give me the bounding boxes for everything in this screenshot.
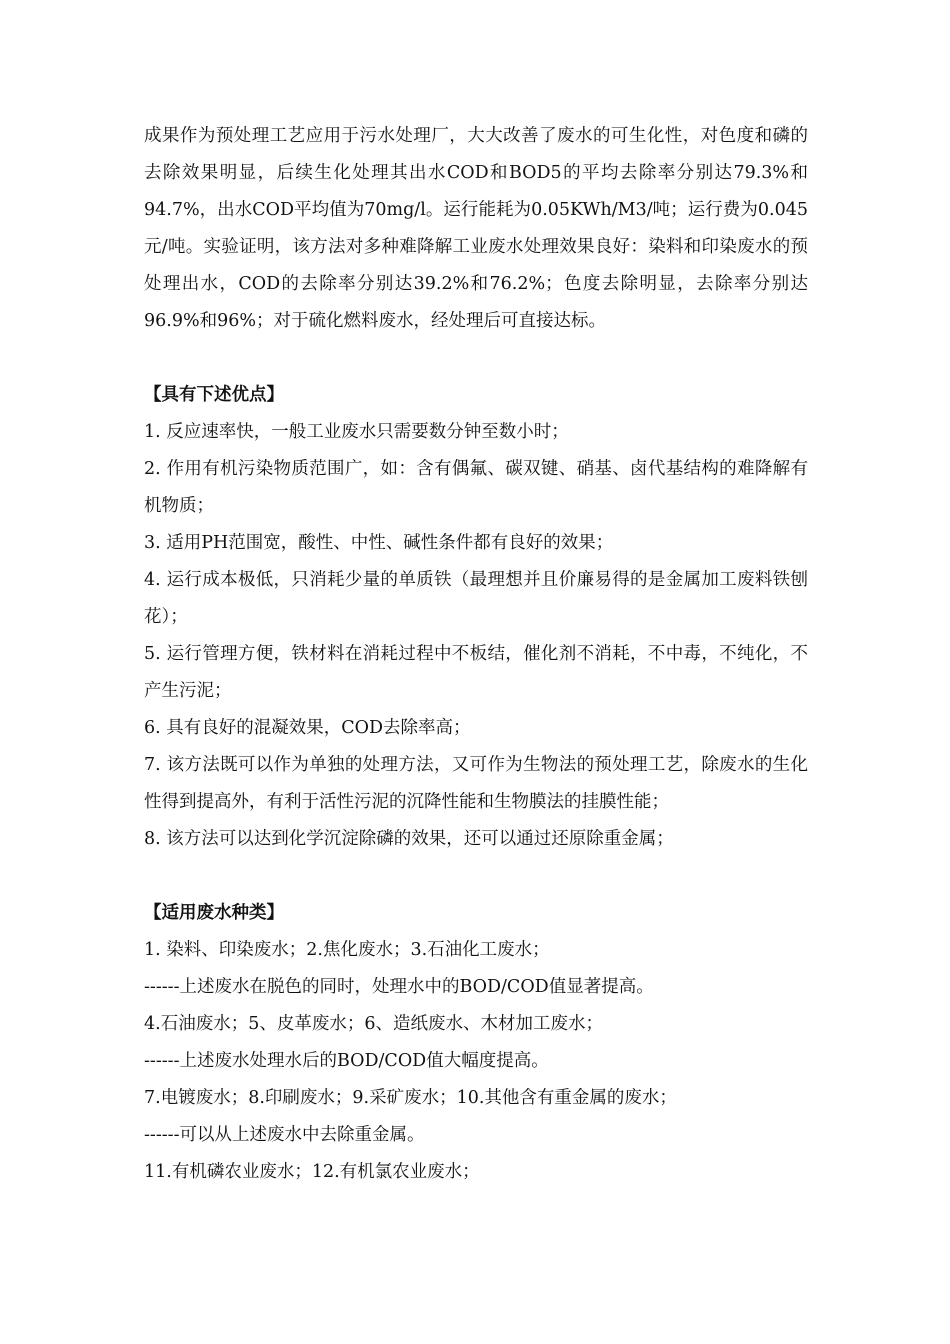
wastewater-type-line-2: 4.石油废水；5、皮革废水；6、造纸废水、木材加工废水； <box>144 1014 603 1034</box>
advantages-section <box>144 377 808 858</box>
advantage-item-4: 4. 运行成本极低，只消耗少量的单质铁（最理想并且价廉易得的是金属加工废料铁刨花）； <box>144 570 808 627</box>
wastewater-type-note-2: ------上述废水处理水后的BOD/COD值大幅度提高。 <box>144 1051 549 1071</box>
document-body <box>144 118 808 1191</box>
section-spacer <box>144 858 808 895</box>
wastewater-type-line-1: 1. 染料、印染废水；2.焦化废水；3.石油化工废水； <box>144 940 550 960</box>
wastewater-type-note-3: ------可以从上述废水中去除重金属。 <box>144 1125 425 1145</box>
advantage-item-2: 2. 作用有机污染物质范围广，如：含有偶氟、碳双键、硝基、卤代基结构的难降解有机物质； <box>144 459 808 516</box>
wastewater-types-heading: 【适用废水种类】 <box>144 903 284 923</box>
wastewater-type-line-4: 11.有机磷农业废水；12.有机氯农业废水； <box>144 1162 480 1182</box>
section-spacer <box>144 340 808 377</box>
wastewater-type-line-3: 7.电镀废水；8.印刷废水；9.采矿废水；10.其他含有重金属的废水； <box>144 1088 677 1108</box>
wastewater-type-note-1: ------上述废水在脱色的同时，处理水中的BOD/COD值显著提高。 <box>144 977 654 997</box>
advantage-item-8: 8. 该方法可以达到化学沉淀除磷的效果，还可以通过还原除重金属； <box>144 829 674 849</box>
advantage-item-3: 3. 适用PH范围宽，酸性、中性、碱性条件都有良好的效果； <box>144 533 614 553</box>
wastewater-types-section <box>144 895 808 1191</box>
advantages-heading: 【具有下述优点】 <box>144 385 284 405</box>
advantage-item-6: 6. 具有良好的混凝效果，COD去除率高； <box>144 718 471 738</box>
advantage-item-5: 5. 运行管理方便，铁材料在消耗过程中不板结，催化剂不消耗，不中毒，不纯化，不产生污泥； <box>144 644 808 701</box>
advantage-item-7: 7. 该方法既可以作为单独的处理方法，又可作为生物法的预处理工艺，除废水的生化性得到提高外，有利于活性污泥的沉降性能和生物膜法的挂膜性能； <box>144 755 808 812</box>
advantage-item-1: 1. 反应速率快，一般工业废水只需要数分钟至数小时； <box>144 422 569 442</box>
intro-paragraph: 成果作为预处理工艺应用于污水处理厂，大大改善了废水的可生化性，对色度和磷的去除效果明显，后续生化处理其出水COD和BOD5的平均去除率分别达79.3%和94.7%，出水COD平均值为70mg/l。运行能耗为0.05KWh/M3/吨；运行费为0.045元/吨。实验证明，该方法对多种难降解工业废水处理效果良好：染料和印染废水的预处理出水，COD的去除率分别达39.2%和76.2%；色度去除明显，去除率分别达96.9%和96%；对于硫化燃料废水，经处理后可直接达标。 <box>144 126 808 331</box>
